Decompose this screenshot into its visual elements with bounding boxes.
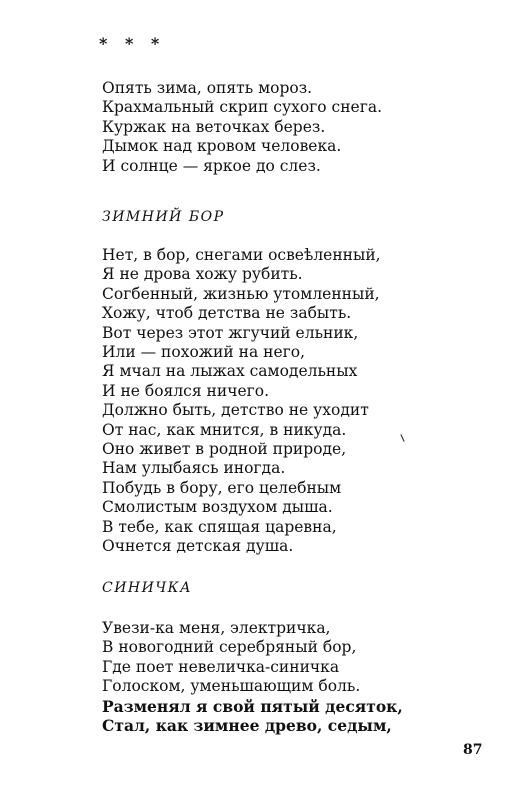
poem-line: Оно живет в родной природе, [102,440,347,459]
poem-line: Смолистым воздухом дыша. [102,498,333,517]
poem-line: Нам улыбаясь иногда. [102,459,286,478]
poem-line: Согбенный, жизнью утомленный, [102,284,380,303]
poem-line: И солнце — яркое до слез. [102,156,321,175]
poem-line: Увези-ка меня, электричка, [102,619,331,637]
poem-line: Дымок над кровом человека. [102,137,342,156]
poem-untitled [102,79,382,176]
poem-line: Я мчал на лыжах самодельных [102,362,358,381]
stray-print-mark [400,434,404,442]
section-ornament: * * * [99,34,166,53]
poem-title-zimniy-bor: ЗИМНИЙ БОР [102,209,225,225]
poem-line: Нет, в бор, снегами освеѣленный, [102,246,381,264]
poem-line: Я не дрова хожу рубить. [102,265,303,284]
poem-line: Разменял я свой пятый десяток, [102,696,403,716]
poem-line: Или — похожий на него, [102,343,306,362]
poem-title-sinichka: СИНИЧКА [102,580,193,596]
poem-line: В тебе, как спящая царевна, [102,517,337,536]
poem-line: И не боялся ничего. [102,381,270,400]
poem-line: Стал, как зимнее древо, седым, [102,716,392,736]
poem-zimniy-bor [102,246,381,557]
poem-line: Куржак на веточках берез. [102,117,326,136]
page-number: 87 [463,742,483,758]
poem-line: Должно быть, детство не уходит [102,401,369,420]
poem-line: Голоском, уменьшающим боль. [102,677,361,696]
poem-line: Крахмальный скрип сухого снега. [102,98,383,117]
poem-line: Где поет невеличка-синичка [102,657,340,676]
poem-line: В новогодний серебряный бор, [102,638,357,657]
poem-line: Опять зима, опять мороз. [102,79,313,97]
poem-line: Побудь в бору, его целебным [102,478,342,497]
poem-sinichka [102,619,403,735]
poem-line: Вот через этот жгучий ельник, [102,323,359,342]
poem-line: От нас, как мнится, в никуда. [102,420,347,439]
poem-line: Очнется детская душа. [102,537,294,556]
poem-line: Хожу, чтоб детства не забыть. [102,304,352,323]
